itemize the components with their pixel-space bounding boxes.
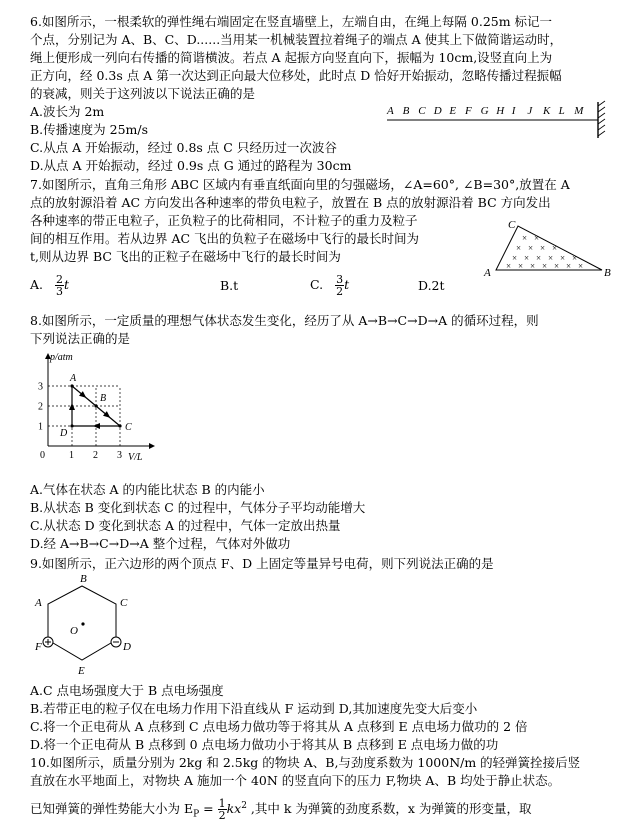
q10-tail: ,其中 k 为弹簧的劲度系数，x 为弹簧的形变量，取 — [246, 801, 532, 817]
q7-line-2: 点的放射源沿着 AC 方向发出各种速率的带负电粒子，放置在 B 点的放射源沿着 BC 方向发出 — [30, 195, 551, 210]
field-cross: × — [540, 243, 546, 253]
state-point-c — [118, 424, 121, 427]
rope-label-a: A — [387, 105, 394, 117]
triangle-diagram — [482, 218, 617, 280]
field-cross: × — [536, 253, 542, 263]
arrow-DA — [69, 403, 75, 410]
triangle-label-b: B — [604, 267, 611, 279]
state-point-b — [94, 404, 97, 407]
field-cross: × — [528, 243, 534, 253]
field-cross: × — [542, 261, 548, 271]
q7-option-a-denominator: 3 — [56, 285, 63, 298]
field-cross: × — [530, 261, 536, 271]
field-cross: × — [548, 253, 554, 263]
q7-option-c — [310, 271, 349, 299]
q6-option-d: D.从点 A 开始振动，经过 0.9s 点 G 通过的路程为 30cm — [30, 158, 352, 173]
pv-chart — [30, 350, 160, 468]
q6-option-a: A.波长为 2m — [30, 104, 105, 119]
triangle-label-a: A — [484, 267, 491, 279]
q8-line-2: 下列说法正确的是 — [30, 331, 131, 346]
y-axis-label: p/atm — [50, 352, 73, 363]
q9-option-a: A.C 点电场强度大于 B 点电场强度 — [30, 683, 224, 698]
rope-label-l: L — [558, 105, 565, 117]
rope-label-c: C — [418, 105, 426, 117]
rope-label-e: E — [449, 105, 457, 117]
q7-option-a-numerator: 2 — [56, 273, 63, 286]
q6-line-3: 绳上便形成一列向右传播的简谐横波。若点 A 起振方向竖直向下，振幅为 10cm,设竖直向上为 — [30, 50, 553, 65]
q7-option-c-prefix: C. — [310, 277, 324, 292]
field-cross: × — [524, 253, 530, 263]
hex-label-f: F — [35, 641, 42, 653]
q7-option-a — [30, 271, 69, 299]
q8-option-c: C.从状态 D 变化到状态 A 的过程中，气体一定放出热量 — [30, 518, 341, 533]
q7-line-5: t,则从边界 BC 飞出的正粒子在磁场中飞行的最长时间为 — [30, 249, 341, 264]
wall-hatch — [598, 101, 605, 136]
state-label-b: B — [100, 393, 107, 404]
x-axis-label: V/L — [128, 452, 143, 463]
field-cross: × — [572, 253, 578, 263]
state-label-d: D — [60, 428, 68, 439]
hex-label-d: D — [123, 641, 131, 653]
field-cross: × — [566, 261, 572, 271]
charge-d — [111, 637, 121, 647]
q7-option-b: B.t — [220, 278, 239, 293]
q7-line-4: 间的相互作用。若从边界 AC 飞出的负粒子在磁场中飞行的最长时间为 — [30, 231, 420, 246]
state-label-c: C — [125, 422, 132, 433]
q7-option-d: D.2t — [418, 278, 445, 293]
q6-option-b: B.传播速度为 25m/s — [30, 122, 149, 137]
y-tick-2: 2 — [38, 401, 43, 413]
q10-pre: 已知弹簧的弹性势能大小为 E — [30, 801, 194, 817]
state-point-a — [70, 384, 73, 387]
field-cross: × — [578, 261, 584, 271]
field-cross: × — [554, 261, 560, 271]
y-tick-1: 1 — [38, 421, 43, 433]
q7-option-c-numerator: 3 — [336, 273, 344, 286]
rope-label-i: I — [511, 105, 516, 117]
q7-line-3: 各种速率的带正电粒子，正负粒子的比荷相同，不计粒子的重力及粒子 — [30, 213, 418, 228]
triangle-label-c: C — [508, 219, 516, 231]
y-tick-3: 3 — [38, 381, 43, 393]
x-tick-1: 1 — [69, 450, 74, 461]
rope-label-f: F — [465, 105, 472, 117]
q9-option-b: B.若带正电的粒子仅在电场力作用下沿直线从 F 运动到 D,其加速度先变大后变小 — [30, 701, 478, 716]
rope-diagram — [385, 98, 615, 142]
q9-option-d: D.将一个正电荷从 B 点移到 0 点电场力做功小于将其从 B 点移到 E 点电场力做的功 — [30, 737, 499, 752]
rope-label-k: K — [543, 105, 551, 117]
q9-line-1: 9.如图所示，正六边形的两个顶点 F、D 上固定等量异号电荷，则下列说法正确的是 — [30, 556, 494, 571]
state-point-d — [70, 424, 73, 427]
x-tick-0: 0 — [40, 450, 45, 461]
field-cross: × — [560, 253, 566, 263]
rope-label-h: H — [496, 105, 505, 117]
field-cross: × — [516, 243, 522, 253]
center-point — [81, 622, 84, 625]
q7-line-1: 7.如图所示，直角三角形 ABC 区域内有垂直纸面向里的匀强磁场，∠A=60°, ∠B=30°,放置在 A — [30, 177, 570, 192]
q10-frac-num: 1 — [218, 797, 226, 811]
q7-option-c-denominator: 2 — [336, 285, 344, 298]
triangle-abc — [496, 226, 602, 270]
q10-line-3 — [30, 794, 531, 827]
q10-line-1: 10.如图所示，质量分别为 2kg 和 2.5kg 的物块 A、B,与劲度系数为 1000N/m 的轻弹簧拴接后竖 — [30, 755, 581, 770]
x-tick-2: 2 — [93, 450, 98, 461]
q7-option-c-var: t — [344, 277, 350, 292]
field-cross: × — [534, 233, 540, 243]
hex-label-c: C — [120, 597, 128, 609]
rope-label-j: J — [527, 105, 533, 117]
rope-label-b: B — [402, 105, 410, 117]
field-cross: × — [518, 261, 524, 271]
field-cross: × — [522, 233, 528, 243]
field-cross: × — [552, 243, 558, 253]
x-tick-3: 3 — [117, 450, 122, 461]
q6-line-5: 的衰减，则关于这列波以下说法正确的是 — [30, 86, 256, 101]
field-cross: × — [512, 253, 518, 263]
q10-line-2: 直放在水平地面上，对物块 A 施加一个 40N 的竖直向下的压力 F,物块 A、B 均处于静止状态。 — [30, 773, 561, 788]
q7-option-a-var: t — [64, 277, 70, 292]
hex-label-o: O — [70, 625, 78, 637]
arrow-CD — [93, 423, 100, 429]
q6-line-4: 正方向，经 0.3s 点 A 第一次达到正向最大位移处，此时点 D 恰好开始振动，忽略传播过程振幅 — [30, 68, 562, 83]
hex-label-e: E — [78, 665, 85, 677]
q8-option-d: D.经 A→B→C→D→A 整个过程，气体对外做功 — [30, 536, 291, 551]
q6-line-1: 6.如图所示，一根柔软的弹性绳右端固定在竖直墙壁上，左端自由，在绳上每隔 0.25m 标记一 — [30, 14, 553, 29]
hexagon-diagram — [30, 574, 150, 678]
q8-option-a: A.气体在状态 A 的内能比状态 B 的内能小 — [30, 482, 265, 497]
state-label-a: A — [70, 373, 77, 384]
q10-sup: 2 — [241, 801, 247, 811]
q10-frac-den: 2 — [218, 809, 226, 823]
rope-label-g: G — [480, 105, 489, 117]
rope-label-m: M — [574, 105, 584, 117]
field-cross: × — [506, 261, 512, 271]
q10-kx: kx — [226, 801, 242, 817]
charge-f — [43, 637, 53, 647]
hex-label-b: B — [80, 574, 87, 585]
q10-eq: = — [199, 801, 218, 817]
hex-label-a: A — [35, 597, 42, 609]
q8-option-b: B.从状态 B 变化到状态 C 的过程中，气体分子平均动能增大 — [30, 500, 366, 515]
q7-option-a-prefix: A. — [30, 277, 44, 292]
q9-option-c: C.将一个正电荷从 A 点移到 C 点电场力做功等于将其从 A 点移到 E 点电场力做功的 2 倍 — [30, 719, 528, 734]
q6-line-2: 个点，分别记为 A、B、C、D......当用某一机械装置拉着绳子的端点 A 使其上下做简谐运动时， — [30, 32, 563, 47]
q6-option-c: C.从点 A 开始振动，经过 0.8s 点 C 只经历过一次波谷 — [30, 140, 337, 155]
rope-label-d: D — [433, 105, 442, 117]
q10-sub: P — [193, 809, 200, 820]
q8-line-1: 8.如图所示，一定质量的理想气体状态发生变化，经历了从 A→B→C→D→A 的循环过程，则 — [30, 313, 539, 328]
